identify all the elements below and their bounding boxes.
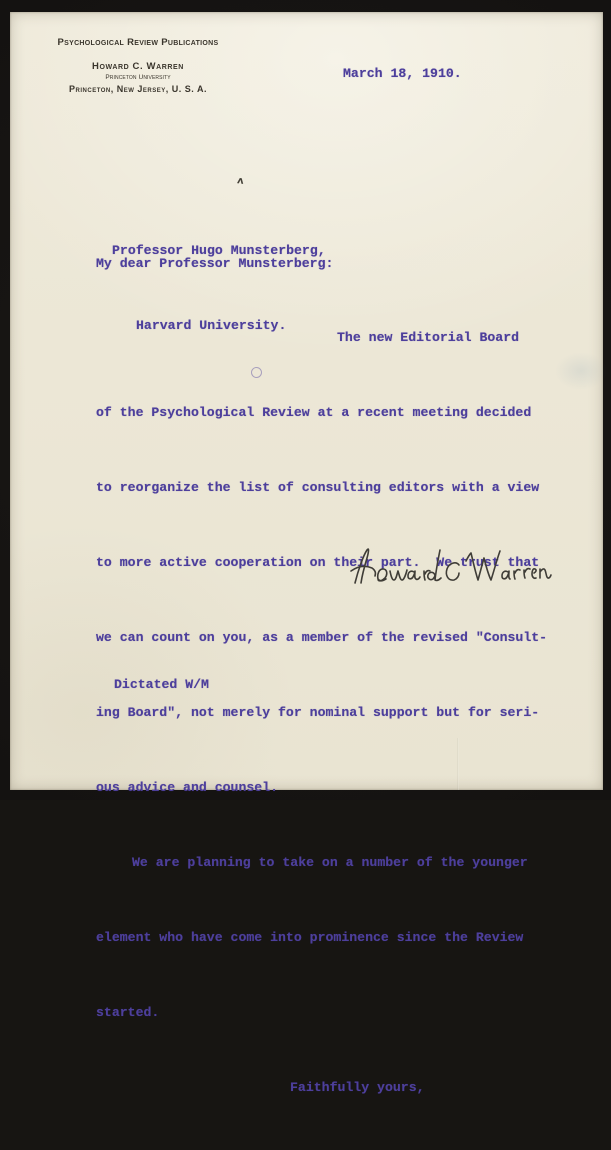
body-line: we can count on you, as a member of the revised "Consult- [96,630,548,645]
body-line: ous advice and counsel. [96,780,279,795]
body-line: element who have come into prominence since the Review [96,930,524,945]
salutation-line: My dear Professor Munsterberg: [96,256,334,271]
body-line: to more active cooperation on their part. We trust that [96,555,540,570]
body-line: started. [96,1005,160,1020]
body-line: The new Editorial Board [337,330,520,345]
body-line: We are planning to take on a number of the younger [132,855,528,870]
handwritten-umlaut-mark: ʌ [236,175,245,187]
letterhead-university: Princeton University [105,74,171,81]
letter-paper [10,12,603,1095]
letterhead-name: Howard C. Warren [92,61,184,72]
body-line: of the Psychological Review at a recent meeting decided [96,405,532,420]
letterhead [38,36,238,100]
recipient-name-line: Professor Hugo Munsterberg, [112,243,326,258]
letterhead-publication: Psychological Review Publications [57,37,219,48]
letter-body [96,275,576,1150]
date-line: March 18, 1910. [343,66,462,81]
letterhead-location: Princeton, New Jersey, U. S. A. [69,84,207,94]
signature-handwritten [348,542,553,592]
closing-line: Faithfully yours, [290,1080,425,1095]
body-line: to reorganize the list of consulting editors with a view [96,480,540,495]
body-line: ing Board", not merely for nominal support but for seri- [96,705,540,720]
overstrike-mark [251,367,262,378]
signature-ink-strokes [348,542,553,592]
dictation-notation: Dictated W/M [114,677,209,692]
recipient-institution-line: Harvard University. [136,318,287,333]
